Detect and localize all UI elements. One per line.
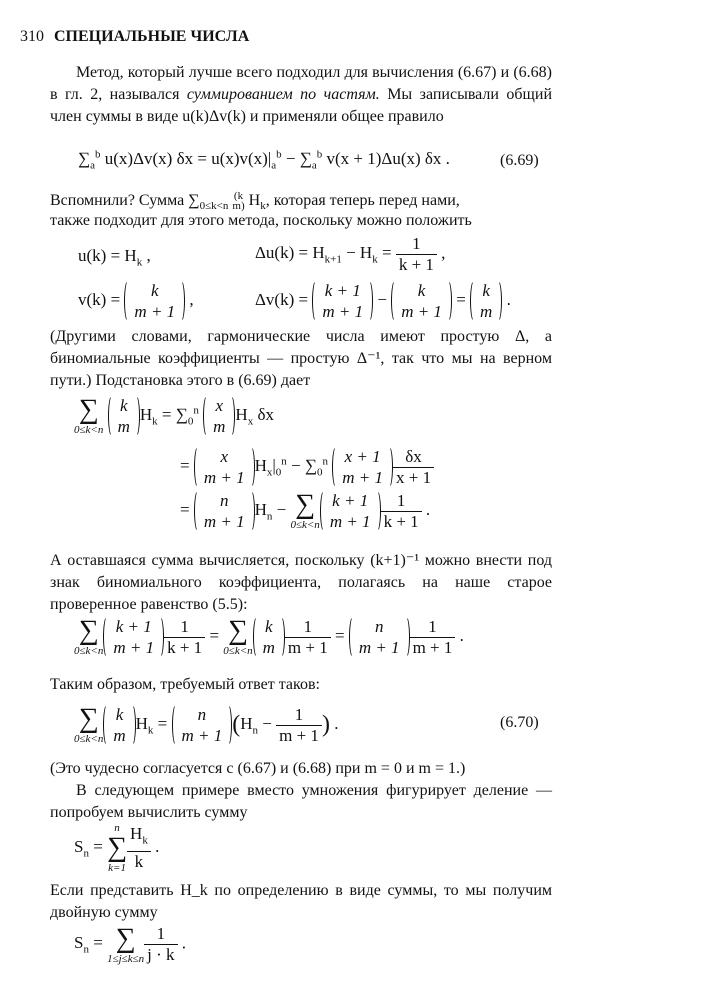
paragraph-8: Если представить H_k по определению в виде суммы, то мы получим двойную сумму: [50, 882, 552, 921]
paragraph-3: (Другими словами, гармонические числа имеют простую Δ, а биномиальные коэффициенты — простую Δ⁻¹, так что мы на верном пути.) Подстановка этого в (6.69) дает: [50, 328, 552, 389]
equation-6-70: ∑ 0≤k<n k m $H_k$ = n m + 1 ($H_n$ − $\frac{1}{m + 1}$ ) .: [74, 703, 339, 745]
para1-text-before: Метод, который лучше всего подходил для вычисления (6.67) и (6.68) в гл. 2, назывался: [50, 64, 552, 103]
def-du: $\Delta u(k) = H_{k+1} - H_k$ = $\frac{1}{k + 1}$ ,: [255, 234, 446, 274]
paragraph-1: [50, 62, 552, 128]
eq-number-6-70: (6.70): [500, 714, 539, 731]
page-number: 310: [20, 28, 44, 45]
paragraph-7: В следующем примере вместо умножения фигурирует деление — попробуем вычислить сумму: [50, 782, 552, 821]
equation-remaining-sum: ∑ 0≤k<n k + 1 m + 1 $\frac{1}{k + 1}$ = ∑ 0≤k<n k m $\frac{1}{m + 1}$ = n m + 1 $\frac{1}{m + 1}$ .: [74, 615, 464, 657]
def-dv: Δv(k) = k + 1 m + 1 − k m + 1 = k m .: [255, 281, 511, 321]
paragraph-6: (Это чудесно согласуется с (6.67) и (6.68) при m = 0 и m = 1.): [50, 760, 466, 777]
para1-text-after: Мы записывали общий член суммы в виде u(k)Δv(k) и применяли общее правило: [50, 86, 553, 125]
paragraph-2-line2: также подходит для этого метода, поскольку можно положить: [50, 212, 472, 229]
paragraph-5: Таким образом, требуемый ответ таков:: [50, 676, 320, 693]
running-title: СПЕЦИАЛЬНЫЕ ЧИСЛА: [54, 28, 250, 45]
equation-6-69: [78, 148, 450, 171]
eq669-render: $\sum_a^b$ u(x)Δv(x) $\delta x = u(x)v(x)|_a^b - \sum_a^b$ v(x + 1)Δu(x) δx .: [78, 148, 450, 172]
def-v: v(k) = k m + 1 ,: [78, 281, 194, 321]
equation-sn-1: $S_n$ = n ∑ k=1 $\frac{H_k}{k}$ .: [74, 822, 160, 874]
derivation-line1: ∑ 0≤k<n k m $H_k = \sum_0^n$ x m $H_x$ δx: [74, 394, 274, 436]
para1-emphasis: суммированием по частям.: [186, 86, 380, 103]
equation-sn-2: $S_n$ = ∑ 1≤j≤k≤n $\frac{1}{j \cdot k}$ .: [74, 922, 187, 965]
derivation-line3: = n m + 1 $H_n$ − ∑ 0≤k<n k + 1 m + 1 $\frac{1}{k + 1}$ .: [180, 489, 431, 531]
paragraph-2-line1: Вспомнили? Сумма $\sum_{0\le k<n}$ (k m) $H_k$, которая теперь перед нами,: [50, 190, 460, 213]
def-u: $u(k) = H_k$ ,: [78, 246, 151, 269]
running-head: [20, 28, 249, 46]
derivation-line2: = x m + 1 $H_x|_0^n - \sum_0^n$ x + 1 m + 1 $\frac{\delta x}{x + 1}$: [180, 446, 434, 488]
paragraph-4: А оставшаяся сумма вычисляется, поскольку (k+1)⁻¹ можно внести под знак биномиального коэффициента, полагаясь на наше старое проверенное равенство (5.5):: [50, 552, 552, 613]
eq-number-6-69: (6.69): [500, 152, 539, 169]
